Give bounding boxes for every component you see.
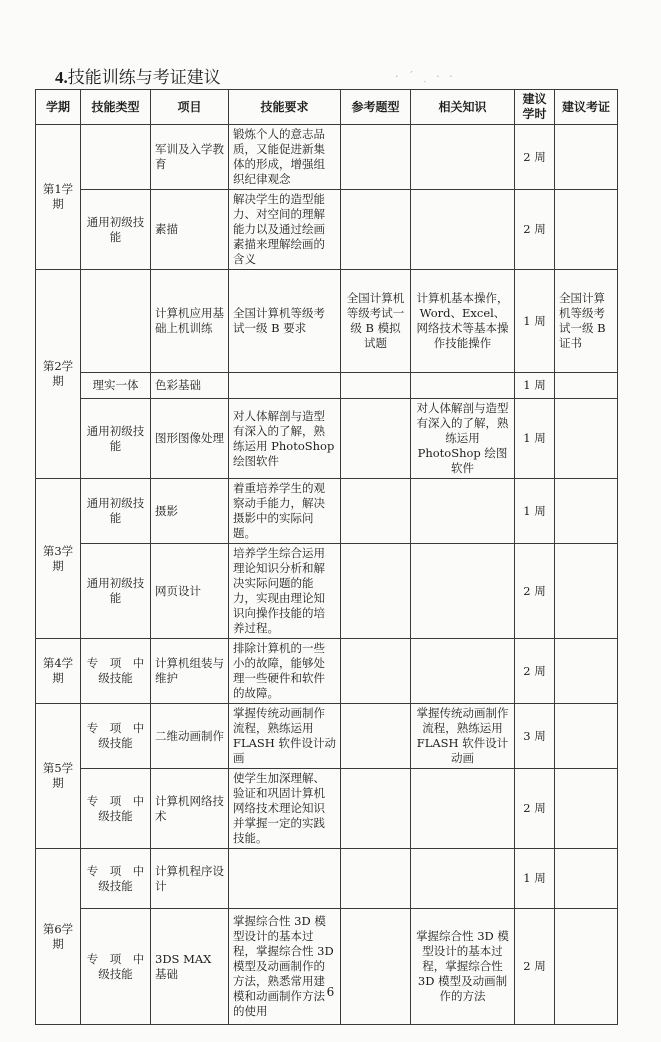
col-header-question-type: 参考题型 — [341, 90, 411, 125]
knowledge-cell: 对人体解剖与造型有深入的了解，熟练运用 PhotoShop 绘图软件 — [411, 399, 515, 479]
question-type-cell — [341, 399, 411, 479]
hours-cell: 2 周 — [515, 125, 555, 190]
certificate-cell — [555, 544, 618, 639]
question-type-cell — [341, 479, 411, 544]
skill-type-cell: 专 项 中级技能 — [81, 704, 151, 769]
requirement-cell: 全国计算机等级考试一级 B 要求 — [229, 270, 341, 373]
question-type-cell — [341, 373, 411, 399]
certificate-cell: 全国计算机等级考试一级 B 证书 — [555, 270, 618, 373]
question-type-cell — [341, 639, 411, 704]
knowledge-cell — [411, 479, 515, 544]
hours-cell: 2 周 — [515, 639, 555, 704]
item-cell: 二维动画制作 — [151, 704, 229, 769]
requirement-cell: 培养学生综合运用理论知识分析和解决实际问题的能力，实现由理论知识向操作技能的培养过程。 — [229, 544, 341, 639]
certificate-cell — [555, 639, 618, 704]
item-cell: 网页设计 — [151, 544, 229, 639]
hours-cell: 2 周 — [515, 190, 555, 270]
skill-type-cell: 专 项 中级技能 — [81, 849, 151, 909]
item-cell: 计算机网络技术 — [151, 769, 229, 849]
table-row — [36, 373, 618, 399]
certificate-cell — [555, 704, 618, 769]
certificate-cell — [555, 373, 618, 399]
hours-cell: 2 周 — [515, 544, 555, 639]
question-type-cell — [341, 909, 411, 1025]
hours-cell: 1 周 — [515, 399, 555, 479]
hours-cell: 3 周 — [515, 704, 555, 769]
requirement-cell: 对人体解剖与造型有深入的了解，熟练运用 PhotoShop 绘图软件 — [229, 399, 341, 479]
skill-type-cell — [81, 125, 151, 190]
header-row — [36, 90, 618, 125]
table-row — [36, 704, 618, 769]
item-cell: 色彩基础 — [151, 373, 229, 399]
col-header-term: 学期 — [36, 90, 81, 125]
term-cell: 第2学期 — [36, 270, 81, 479]
requirement-cell: 排除计算机的一些小的故障，能够处理一些硬件和软件的故障。 — [229, 639, 341, 704]
item-cell: 图形图像处理 — [151, 399, 229, 479]
term-cell: 第6学期 — [36, 849, 81, 1025]
item-cell: 计算机组装与维护 — [151, 639, 229, 704]
skill-type-cell: 理实一体 — [81, 373, 151, 399]
table-row — [36, 909, 618, 1025]
table-row — [36, 125, 618, 190]
skill-type-cell: 通用初级技能 — [81, 190, 151, 270]
table-row — [36, 190, 618, 270]
item-cell: 素描 — [151, 190, 229, 270]
knowledge-cell — [411, 849, 515, 909]
item-cell: 计算机应用基础上机训练 — [151, 270, 229, 373]
term-cell: 第5学期 — [36, 704, 81, 849]
knowledge-cell: 掌握传统动画制作流程，熟练运用 FLASH 软件设计动画 — [411, 704, 515, 769]
item-cell: 计算机程序设计 — [151, 849, 229, 909]
section-title: 技能训练与考证建议 — [67, 68, 221, 88]
question-type-cell — [341, 125, 411, 190]
skill-type-cell: 通用初级技能 — [81, 479, 151, 544]
hours-cell: 1 周 — [515, 270, 555, 373]
question-type-cell — [341, 849, 411, 909]
page-number: 6 — [326, 985, 335, 999]
scan-smudge: · ˊ ˏ · · — [395, 70, 456, 83]
question-type-cell — [341, 190, 411, 270]
section-heading — [55, 63, 221, 88]
term-cell: 第3学期 — [36, 479, 81, 639]
certificate-cell — [555, 909, 618, 1025]
section-number: 4. — [55, 68, 68, 87]
requirement-cell: 掌握综合性 3D 模型设计的基本过程，掌握综合性 3D 模型及动画制作的方法，熟悉常用建模和动画制作方法的使用 — [229, 909, 341, 1025]
hours-cell: 2 周 — [515, 769, 555, 849]
question-type-cell — [341, 769, 411, 849]
col-header-requirement: 技能要求 — [229, 90, 341, 125]
knowledge-cell: 掌握综合性 3D 模型设计的基本过程，掌握综合性 3D 模型及动画制作的方法 — [411, 909, 515, 1025]
col-header-certificate: 建议考证 — [555, 90, 618, 125]
certificate-cell — [555, 190, 618, 270]
table-row — [36, 639, 618, 704]
term-cell: 第4学期 — [36, 639, 81, 704]
certificate-cell — [555, 769, 618, 849]
col-header-item: 项目 — [151, 90, 229, 125]
hours-cell: 1 周 — [515, 849, 555, 909]
table-row — [36, 849, 618, 909]
requirement-cell — [229, 373, 341, 399]
certificate-cell — [555, 125, 618, 190]
requirement-cell: 解决学生的造型能力、对空间的理解能力以及通过绘画素描来理解绘画的含义 — [229, 190, 341, 270]
question-type-cell — [341, 704, 411, 769]
table-row — [36, 399, 618, 479]
requirement-cell — [229, 849, 341, 909]
knowledge-cell — [411, 125, 515, 190]
knowledge-cell — [411, 639, 515, 704]
requirement-cell: 使学生加深理解、验证和巩固计算机网络技术理论知识并掌握一定的实践技能。 — [229, 769, 341, 849]
requirement-cell: 掌握传统动画制作流程，熟练运用 FLASH 软件设计动画 — [229, 704, 341, 769]
certificate-cell — [555, 849, 618, 909]
skill-type-cell: 专 项 中级技能 — [81, 769, 151, 849]
table-row — [36, 270, 618, 373]
requirement-cell: 着重培养学生的观察动手能力，解决摄影中的实际问题。 — [229, 479, 341, 544]
table-row — [36, 479, 618, 544]
knowledge-cell — [411, 373, 515, 399]
skills-table — [35, 89, 618, 1025]
certificate-cell — [555, 399, 618, 479]
skill-type-cell: 专 项 中级技能 — [81, 909, 151, 1025]
item-cell: 军训及入学教育 — [151, 125, 229, 190]
table-row — [36, 544, 618, 639]
hours-cell: 2 周 — [515, 909, 555, 1025]
hours-cell: 1 周 — [515, 373, 555, 399]
certificate-cell — [555, 479, 618, 544]
item-cell: 3DS MAX 基础 — [151, 909, 229, 1025]
knowledge-cell — [411, 190, 515, 270]
table-row — [36, 769, 618, 849]
term-cell: 第1学期 — [36, 125, 81, 270]
knowledge-cell: 计算机基本操作，Word、Excel、网络技术等基本操作技能操作 — [411, 270, 515, 373]
hours-cell: 1 周 — [515, 479, 555, 544]
skill-type-cell: 专 项 中级技能 — [81, 639, 151, 704]
item-cell: 摄影 — [151, 479, 229, 544]
col-header-hours: 建议学时 — [515, 90, 555, 125]
col-header-knowledge: 相关知识 — [411, 90, 515, 125]
knowledge-cell — [411, 544, 515, 639]
knowledge-cell — [411, 769, 515, 849]
requirement-cell: 锻炼个人的意志品质，又能促进新集体的形成，增强组织纪律观念 — [229, 125, 341, 190]
skill-type-cell: 通用初级技能 — [81, 544, 151, 639]
question-type-cell — [341, 544, 411, 639]
skill-type-cell — [81, 270, 151, 373]
col-header-skill-type: 技能类型 — [81, 90, 151, 125]
question-type-cell: 全国计算机等级考试一级 B 模拟试题 — [341, 270, 411, 373]
skill-type-cell: 通用初级技能 — [81, 399, 151, 479]
